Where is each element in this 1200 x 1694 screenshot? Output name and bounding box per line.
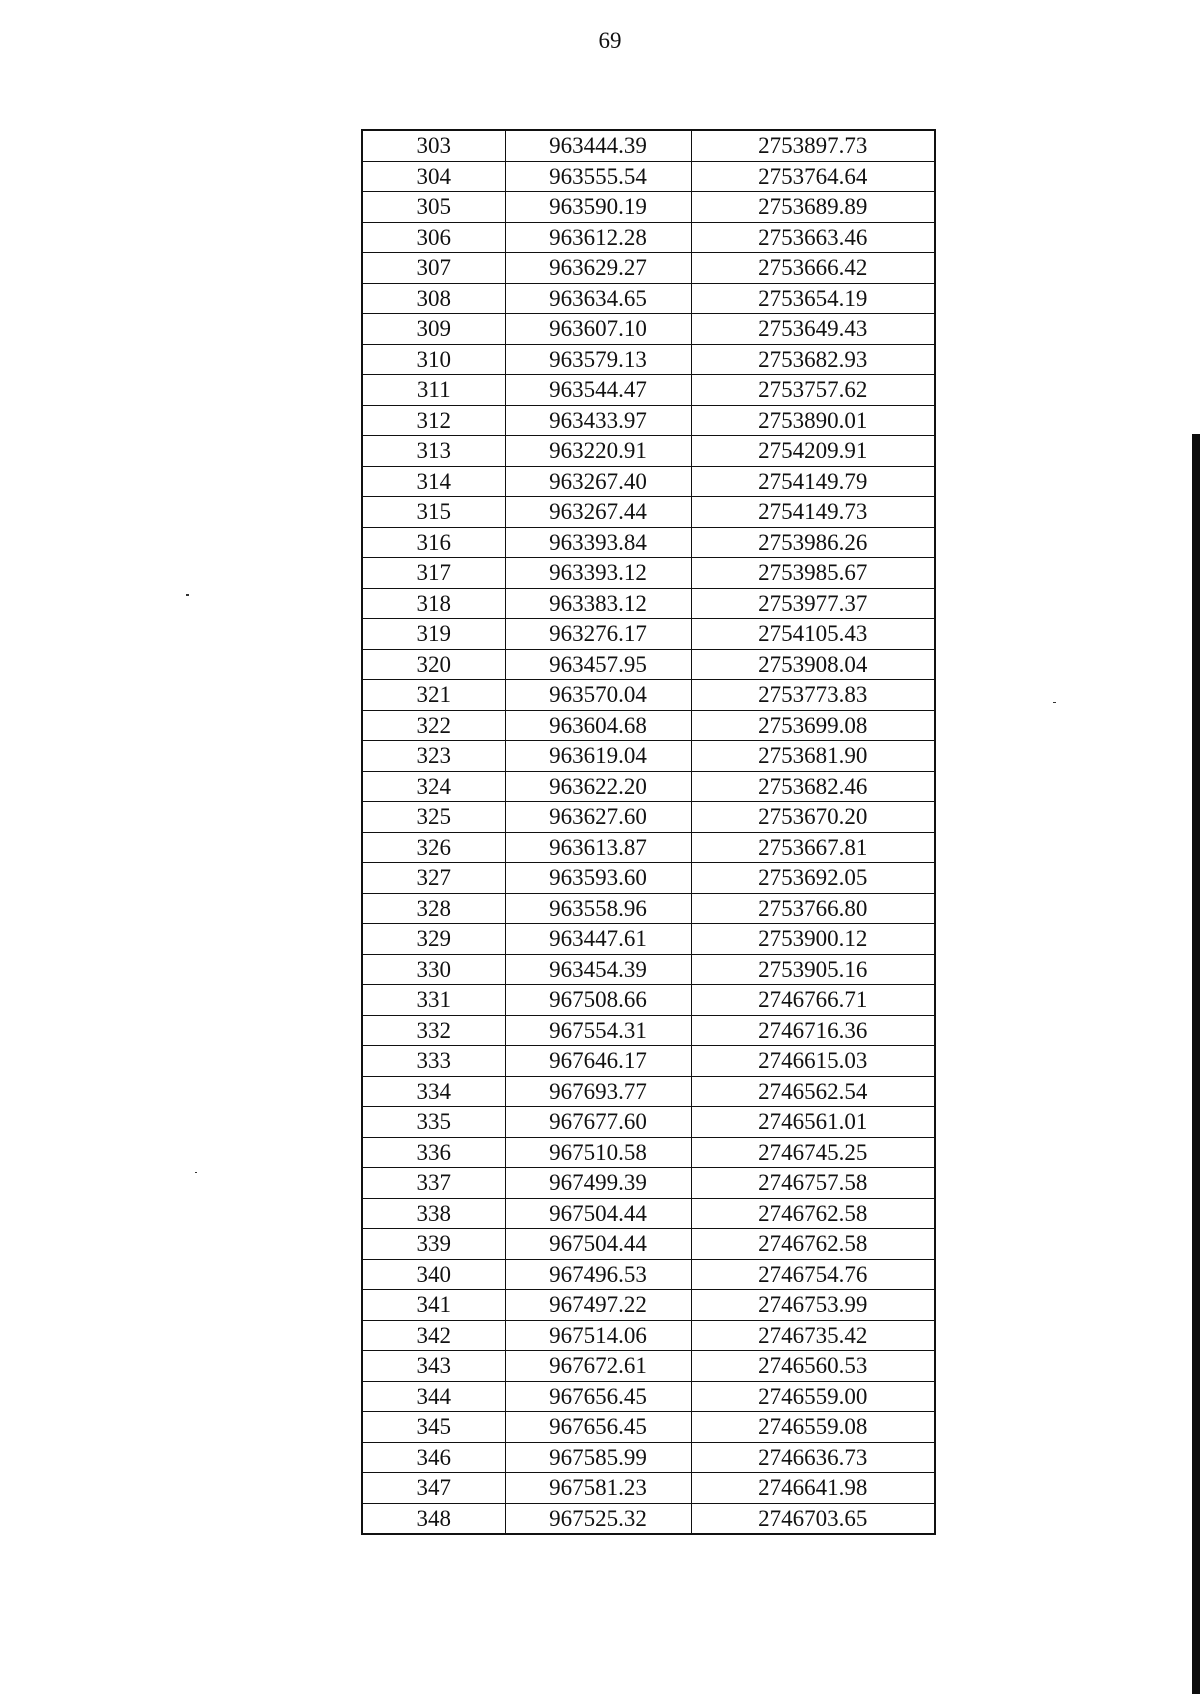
table-row [362, 375, 935, 406]
table-row [362, 222, 935, 253]
scan-edge-bar [1192, 434, 1200, 1694]
table-row [362, 1473, 935, 1504]
y-coordinate-cell: 2753682.93 [691, 344, 935, 375]
y-coordinate-cell: 2746716.36 [691, 1015, 935, 1046]
table-row [362, 283, 935, 314]
table-row [362, 558, 935, 589]
x-coordinate-cell: 967554.31 [505, 1015, 691, 1046]
table-row [362, 253, 935, 284]
table-row [362, 802, 935, 833]
y-coordinate-cell: 2746757.58 [691, 1168, 935, 1199]
point-id-cell: 326 [362, 832, 505, 863]
table-row [362, 436, 935, 467]
x-coordinate-cell: 967508.66 [505, 985, 691, 1016]
y-coordinate-cell: 2753890.01 [691, 405, 935, 436]
x-coordinate-cell: 963544.47 [505, 375, 691, 406]
table-row [362, 1046, 935, 1077]
y-coordinate-cell: 2753681.90 [691, 741, 935, 772]
point-id-cell: 338 [362, 1198, 505, 1229]
y-coordinate-cell: 2754209.91 [691, 436, 935, 467]
point-id-cell: 329 [362, 924, 505, 955]
y-coordinate-cell: 2753682.46 [691, 771, 935, 802]
point-id-cell: 334 [362, 1076, 505, 1107]
table-row [362, 985, 935, 1016]
y-coordinate-cell: 2753900.12 [691, 924, 935, 955]
table-row [362, 1442, 935, 1473]
point-id-cell: 344 [362, 1381, 505, 1412]
x-coordinate-cell: 967646.17 [505, 1046, 691, 1077]
table-row [362, 1015, 935, 1046]
y-coordinate-cell: 2753667.81 [691, 832, 935, 863]
point-id-cell: 325 [362, 802, 505, 833]
y-coordinate-cell: 2753985.67 [691, 558, 935, 589]
table-row [362, 1259, 935, 1290]
point-id-cell: 304 [362, 161, 505, 192]
y-coordinate-cell: 2746735.42 [691, 1320, 935, 1351]
x-coordinate-cell: 963276.17 [505, 619, 691, 650]
point-id-cell: 343 [362, 1351, 505, 1382]
table-row [362, 863, 935, 894]
y-coordinate-cell: 2753764.64 [691, 161, 935, 192]
coordinate-table [361, 129, 936, 1535]
x-coordinate-cell: 963267.44 [505, 497, 691, 528]
scan-speck [195, 1172, 197, 1173]
y-coordinate-cell: 2753649.43 [691, 314, 935, 345]
table-row [362, 1198, 935, 1229]
table-row [362, 619, 935, 650]
point-id-cell: 340 [362, 1259, 505, 1290]
table-row [362, 1412, 935, 1443]
x-coordinate-cell: 963220.91 [505, 436, 691, 467]
y-coordinate-cell: 2746762.58 [691, 1229, 935, 1260]
table-row [362, 405, 935, 436]
y-coordinate-cell: 2753699.08 [691, 710, 935, 741]
x-coordinate-cell: 963593.60 [505, 863, 691, 894]
y-coordinate-cell: 2746561.01 [691, 1107, 935, 1138]
x-coordinate-cell: 963393.84 [505, 527, 691, 558]
point-id-cell: 319 [362, 619, 505, 650]
y-coordinate-cell: 2746562.54 [691, 1076, 935, 1107]
point-id-cell: 307 [362, 253, 505, 284]
y-coordinate-cell: 2746762.58 [691, 1198, 935, 1229]
table-row [362, 1107, 935, 1138]
x-coordinate-cell: 963622.20 [505, 771, 691, 802]
x-coordinate-cell: 967499.39 [505, 1168, 691, 1199]
x-coordinate-cell: 967677.60 [505, 1107, 691, 1138]
table-row [362, 527, 935, 558]
point-id-cell: 318 [362, 588, 505, 619]
table-row [362, 130, 935, 161]
point-id-cell: 330 [362, 954, 505, 985]
point-id-cell: 345 [362, 1412, 505, 1443]
table-row [362, 832, 935, 863]
y-coordinate-cell: 2753897.73 [691, 130, 935, 161]
point-id-cell: 342 [362, 1320, 505, 1351]
x-coordinate-cell: 963627.60 [505, 802, 691, 833]
point-id-cell: 331 [362, 985, 505, 1016]
y-coordinate-cell: 2746615.03 [691, 1046, 935, 1077]
x-coordinate-cell: 963619.04 [505, 741, 691, 772]
x-coordinate-cell: 963629.27 [505, 253, 691, 284]
table-row [362, 1503, 935, 1534]
x-coordinate-cell: 967656.45 [505, 1412, 691, 1443]
y-coordinate-cell: 2753692.05 [691, 863, 935, 894]
table-row [362, 1381, 935, 1412]
x-coordinate-cell: 963555.54 [505, 161, 691, 192]
x-coordinate-cell: 963579.13 [505, 344, 691, 375]
y-coordinate-cell: 2746641.98 [691, 1473, 935, 1504]
table-row [362, 680, 935, 711]
point-id-cell: 317 [362, 558, 505, 589]
x-coordinate-cell: 963267.40 [505, 466, 691, 497]
x-coordinate-cell: 963612.28 [505, 222, 691, 253]
point-id-cell: 312 [362, 405, 505, 436]
x-coordinate-cell: 963590.19 [505, 192, 691, 223]
point-id-cell: 305 [362, 192, 505, 223]
x-coordinate-cell: 967581.23 [505, 1473, 691, 1504]
table-row [362, 161, 935, 192]
x-coordinate-cell: 963634.65 [505, 283, 691, 314]
table-row [362, 1076, 935, 1107]
y-coordinate-cell: 2746703.65 [691, 1503, 935, 1534]
point-id-cell: 324 [362, 771, 505, 802]
x-coordinate-cell: 963558.96 [505, 893, 691, 924]
point-id-cell: 341 [362, 1290, 505, 1321]
table-row [362, 1351, 935, 1382]
table-row [362, 710, 935, 741]
table-row [362, 954, 935, 985]
point-id-cell: 313 [362, 436, 505, 467]
y-coordinate-cell: 2753757.62 [691, 375, 935, 406]
table-row [362, 192, 935, 223]
point-id-cell: 314 [362, 466, 505, 497]
y-coordinate-cell: 2746766.71 [691, 985, 935, 1016]
coordinate-table-body [362, 130, 935, 1534]
x-coordinate-cell: 963444.39 [505, 130, 691, 161]
y-coordinate-cell: 2746559.00 [691, 1381, 935, 1412]
y-coordinate-cell: 2746754.76 [691, 1259, 935, 1290]
point-id-cell: 332 [362, 1015, 505, 1046]
point-id-cell: 339 [362, 1229, 505, 1260]
point-id-cell: 321 [362, 680, 505, 711]
table-row [362, 924, 935, 955]
page-number: 69 [598, 28, 622, 53]
point-id-cell: 336 [362, 1137, 505, 1168]
point-id-cell: 309 [362, 314, 505, 345]
x-coordinate-cell: 967510.58 [505, 1137, 691, 1168]
y-coordinate-cell: 2746745.25 [691, 1137, 935, 1168]
table-row [362, 649, 935, 680]
x-coordinate-cell: 963447.61 [505, 924, 691, 955]
y-coordinate-cell: 2754149.79 [691, 466, 935, 497]
y-coordinate-cell: 2753689.89 [691, 192, 935, 223]
x-coordinate-cell: 963454.39 [505, 954, 691, 985]
point-id-cell: 315 [362, 497, 505, 528]
y-coordinate-cell: 2753654.19 [691, 283, 935, 314]
table-row [362, 741, 935, 772]
table-row [362, 497, 935, 528]
y-coordinate-cell: 2753670.20 [691, 802, 935, 833]
x-coordinate-cell: 967514.06 [505, 1320, 691, 1351]
y-coordinate-cell: 2753908.04 [691, 649, 935, 680]
point-id-cell: 316 [362, 527, 505, 558]
y-coordinate-cell: 2753663.46 [691, 222, 935, 253]
point-id-cell: 328 [362, 893, 505, 924]
x-coordinate-cell: 963457.95 [505, 649, 691, 680]
point-id-cell: 306 [362, 222, 505, 253]
point-id-cell: 346 [362, 1442, 505, 1473]
point-id-cell: 337 [362, 1168, 505, 1199]
table-row [362, 466, 935, 497]
point-id-cell: 348 [362, 1503, 505, 1534]
x-coordinate-cell: 967497.22 [505, 1290, 691, 1321]
table-row [362, 344, 935, 375]
point-id-cell: 347 [362, 1473, 505, 1504]
y-coordinate-cell: 2746559.08 [691, 1412, 935, 1443]
point-id-cell: 333 [362, 1046, 505, 1077]
x-coordinate-cell: 963613.87 [505, 832, 691, 863]
x-coordinate-cell: 967693.77 [505, 1076, 691, 1107]
y-coordinate-cell: 2753905.16 [691, 954, 935, 985]
x-coordinate-cell: 967656.45 [505, 1381, 691, 1412]
x-coordinate-cell: 967585.99 [505, 1442, 691, 1473]
x-coordinate-cell: 967496.53 [505, 1259, 691, 1290]
x-coordinate-cell: 967525.32 [505, 1503, 691, 1534]
x-coordinate-cell: 963383.12 [505, 588, 691, 619]
table-row [362, 588, 935, 619]
y-coordinate-cell: 2753766.80 [691, 893, 935, 924]
point-id-cell: 310 [362, 344, 505, 375]
y-coordinate-cell: 2746636.73 [691, 1442, 935, 1473]
table-row [362, 1168, 935, 1199]
x-coordinate-cell: 963433.97 [505, 405, 691, 436]
x-coordinate-cell: 963570.04 [505, 680, 691, 711]
x-coordinate-cell: 963607.10 [505, 314, 691, 345]
point-id-cell: 327 [362, 863, 505, 894]
x-coordinate-cell: 963604.68 [505, 710, 691, 741]
y-coordinate-cell: 2753977.37 [691, 588, 935, 619]
table-row [362, 314, 935, 345]
x-coordinate-cell: 967672.61 [505, 1351, 691, 1382]
table-row [362, 1320, 935, 1351]
table-row [362, 771, 935, 802]
y-coordinate-cell: 2746753.99 [691, 1290, 935, 1321]
y-coordinate-cell: 2753986.26 [691, 527, 935, 558]
y-coordinate-cell: 2746560.53 [691, 1351, 935, 1382]
table-row [362, 1229, 935, 1260]
point-id-cell: 320 [362, 649, 505, 680]
scan-speck [1053, 702, 1056, 703]
y-coordinate-cell: 2753773.83 [691, 680, 935, 711]
x-coordinate-cell: 967504.44 [505, 1198, 691, 1229]
y-coordinate-cell: 2754149.73 [691, 497, 935, 528]
table-row [362, 893, 935, 924]
point-id-cell: 308 [362, 283, 505, 314]
point-id-cell: 311 [362, 375, 505, 406]
table-row [362, 1290, 935, 1321]
x-coordinate-cell: 963393.12 [505, 558, 691, 589]
y-coordinate-cell: 2754105.43 [691, 619, 935, 650]
point-id-cell: 322 [362, 710, 505, 741]
y-coordinate-cell: 2753666.42 [691, 253, 935, 284]
point-id-cell: 303 [362, 130, 505, 161]
point-id-cell: 335 [362, 1107, 505, 1138]
table-row [362, 1137, 935, 1168]
point-id-cell: 323 [362, 741, 505, 772]
x-coordinate-cell: 967504.44 [505, 1229, 691, 1260]
scan-speck [186, 594, 189, 596]
